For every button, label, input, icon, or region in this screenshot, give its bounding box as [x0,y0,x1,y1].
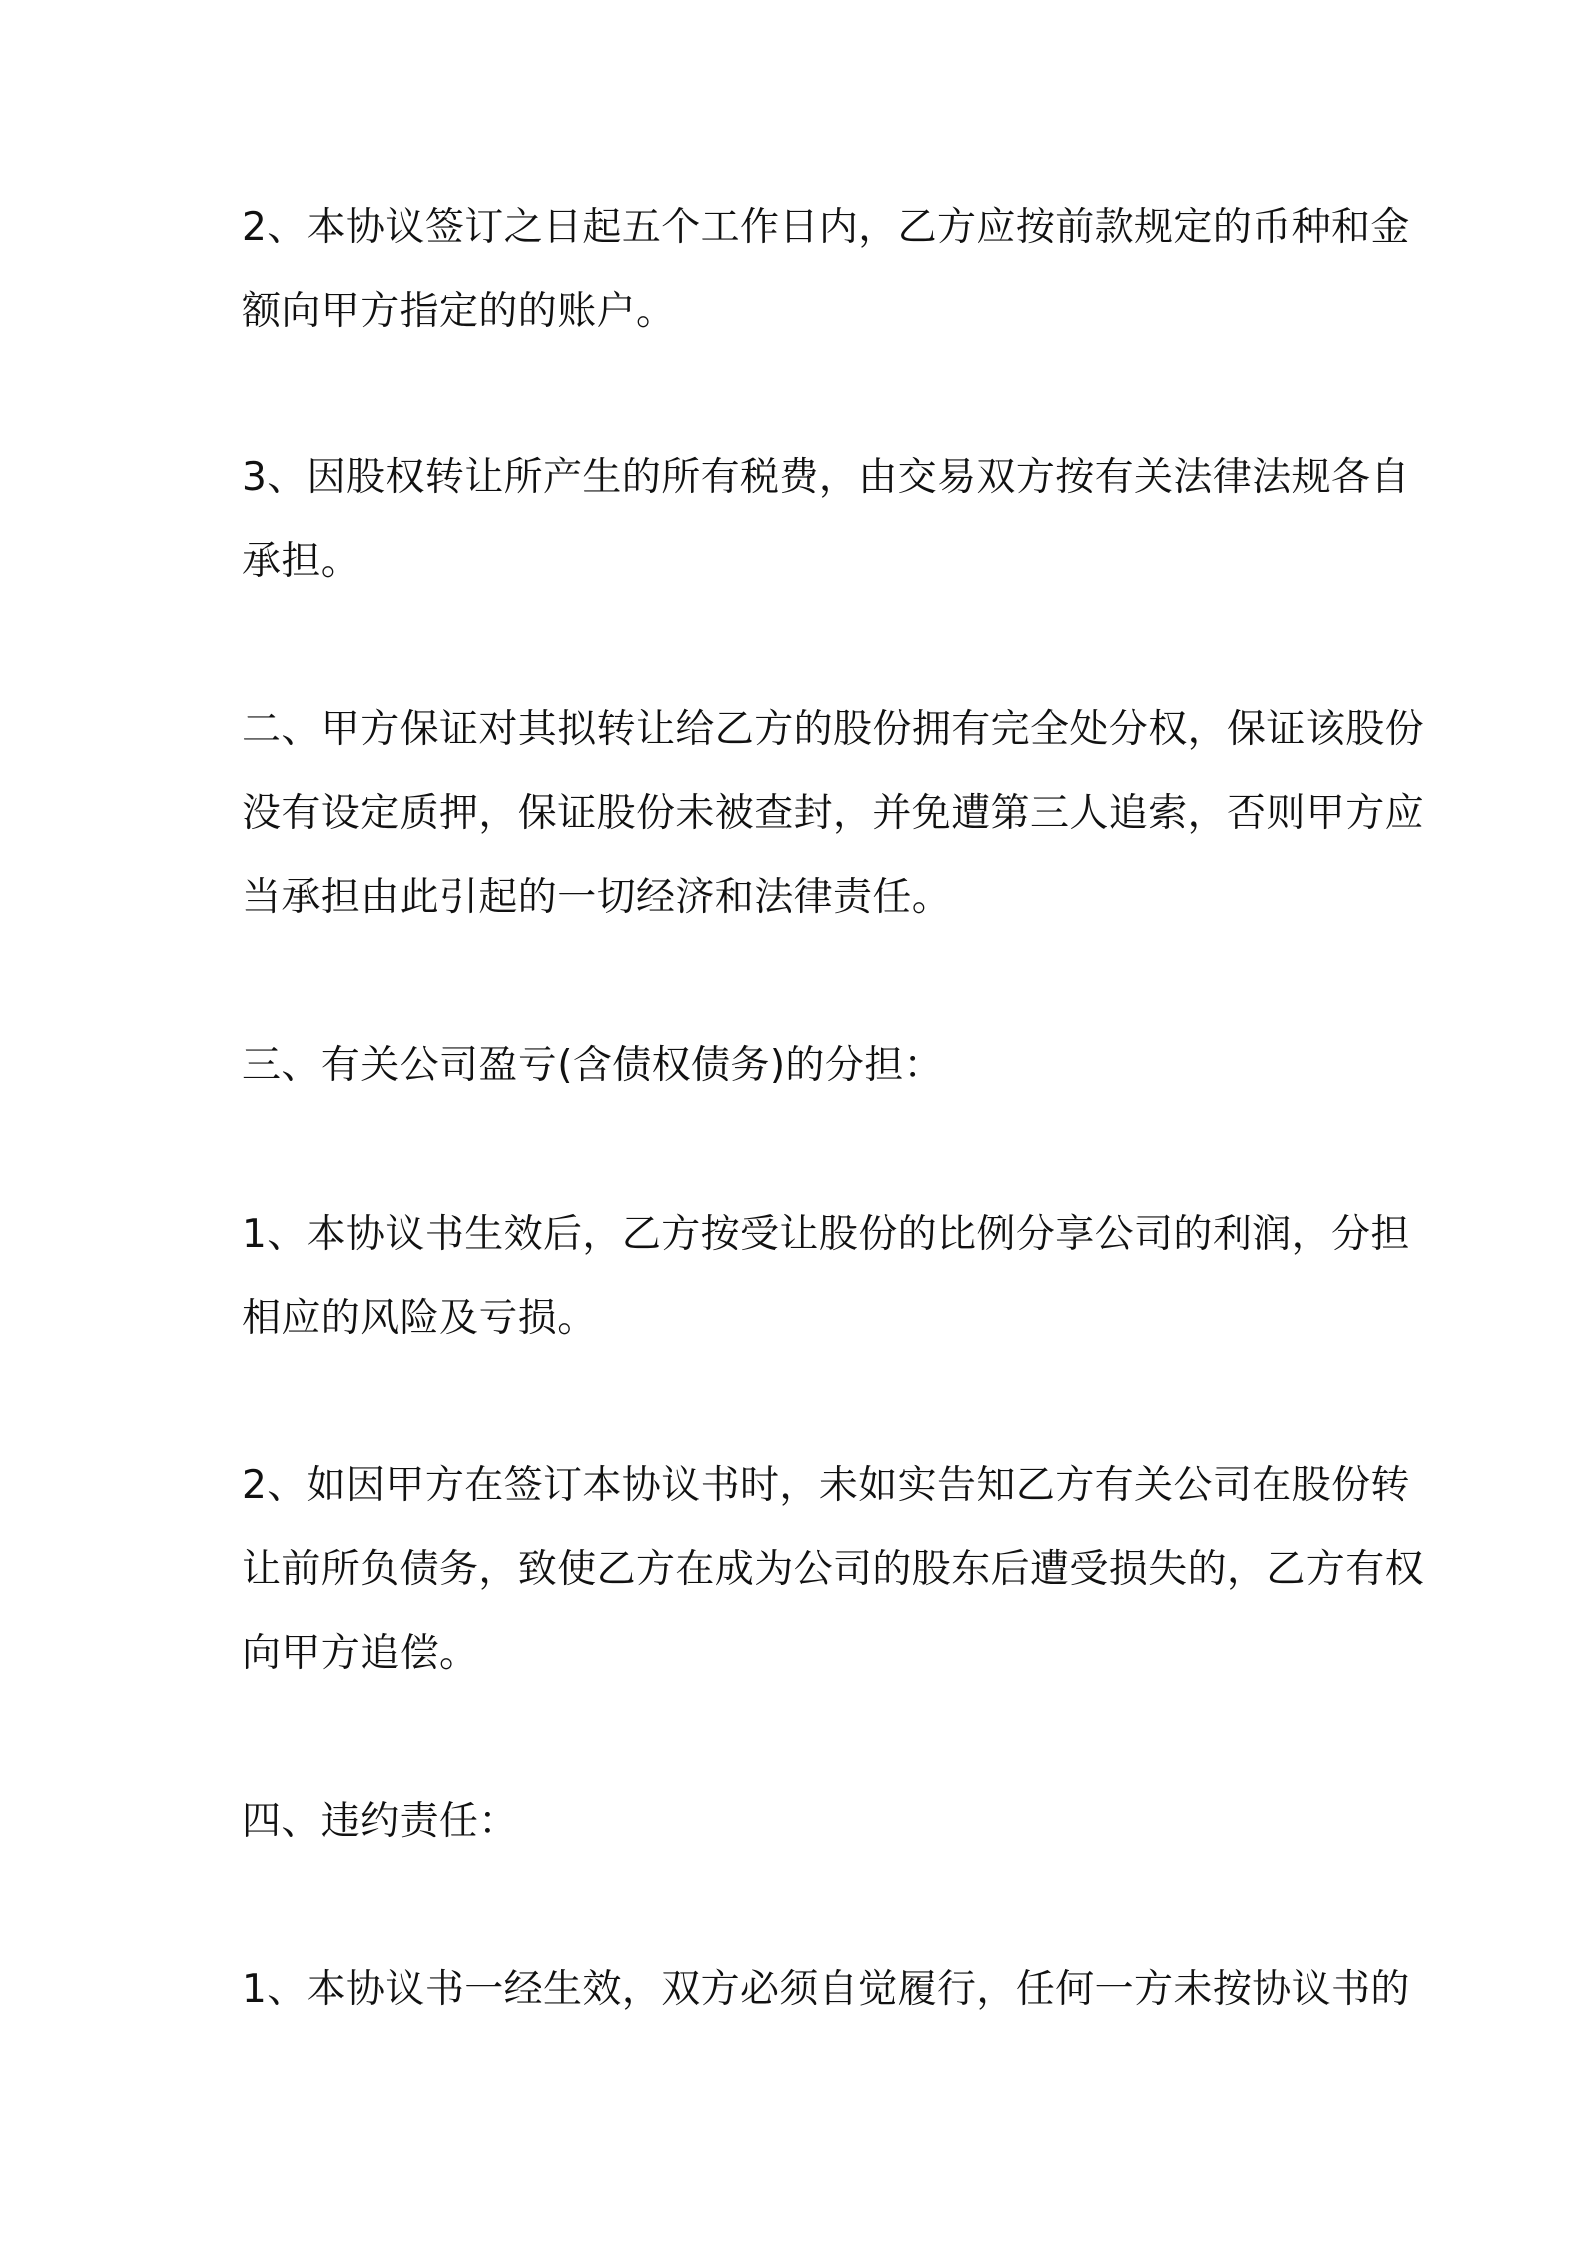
text-line: 没有设定质押，保证股份未被查封，并免遭第三人追索，否则甲方应 [242,791,1425,836]
section-3-clause-1 [242,1193,1410,1361]
section-2-warranty [242,688,1425,940]
text-line: 2、本协议签订之日起五个工作日内，乙方应按前款规定的币种和金 [242,205,1410,250]
text-line: 承担。 [242,539,361,584]
clause-3-taxes [242,436,1410,604]
section-4-heading [242,1780,1362,1864]
text-line: 三、有关公司盈亏(含债权债务)的分担： [242,1043,944,1088]
text-line: 相应的风险及亏损。 [242,1296,597,1341]
section-3-clause-2 [242,1444,1425,1696]
text-line: 1、本协议书生效后，乙方按受让股份的比例分享公司的利润，分担 [242,1212,1410,1257]
text-line: 让前所负债务，致使乙方在成为公司的股东后遭受损失的，乙方有权 [242,1547,1425,1592]
clause-2-payment [242,186,1410,354]
text-line: 当承担由此引起的一切经济和法律责任。 [242,875,952,920]
text-line: 四、违约责任： [242,1799,518,1844]
text-line: 向甲方追偿。 [242,1631,479,1676]
text-line: 3、因股权转让所产生的所有税费，由交易双方按有关法律法规各自 [242,455,1410,500]
text-line: 1、本协议书一经生效，双方必须自觉履行，任何一方未按协议书的 [242,1967,1410,2012]
text-line: 2、如因甲方在签订本协议书时，未如实告知乙方有关公司在股份转 [242,1463,1410,1508]
section-4-clause-1 [242,1948,1410,2032]
text-line: 额向甲方指定的的账户。 [242,289,676,334]
text-line: 二、甲方保证对其拟转让给乙方的股份拥有完全处分权，保证该股份 [242,707,1425,752]
section-3-heading [242,1024,1362,1108]
